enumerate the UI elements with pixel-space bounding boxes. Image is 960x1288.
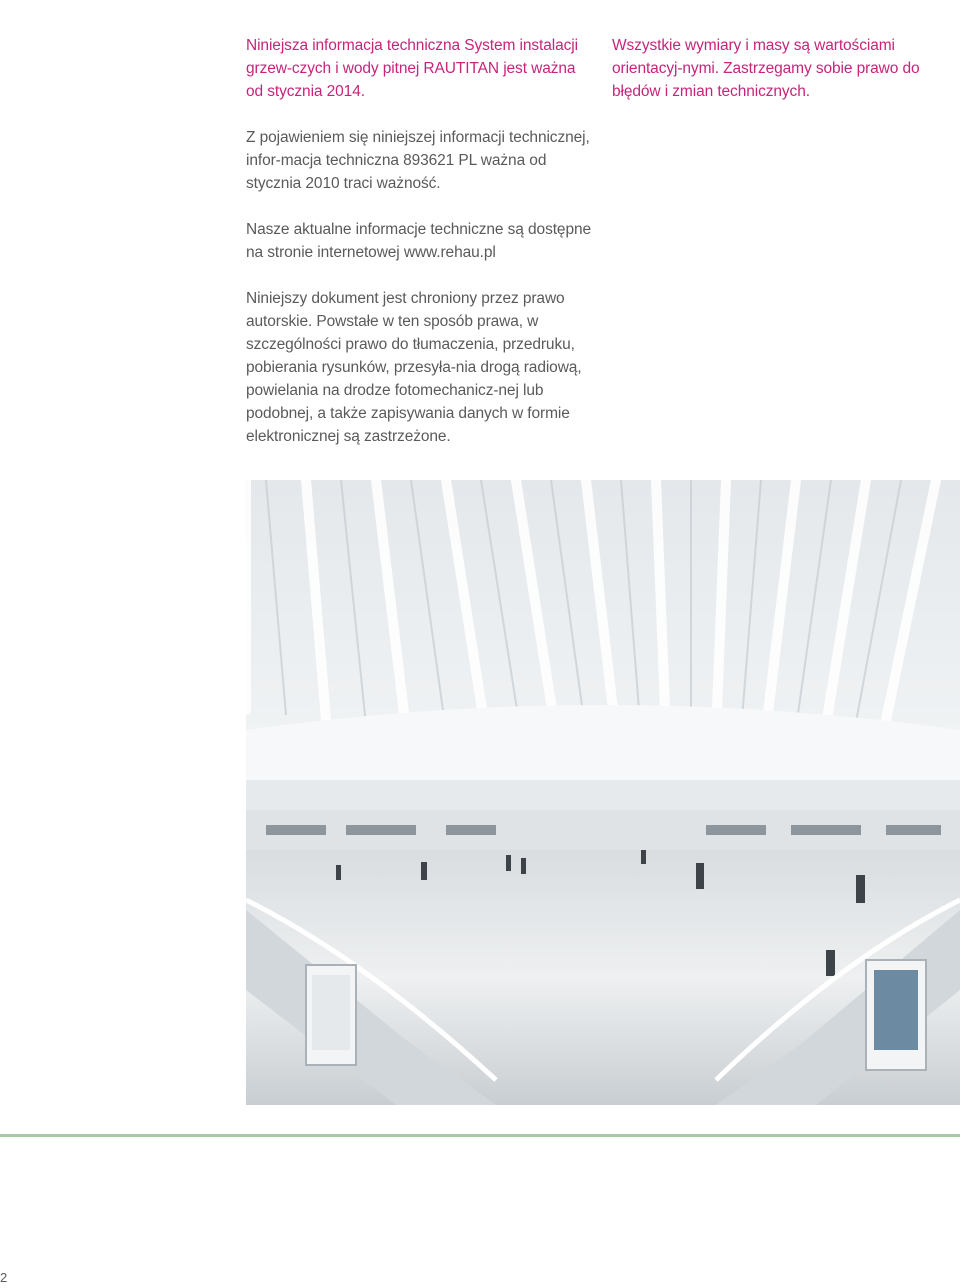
- supersede-paragraph: Z pojawieniem się niniejszej informacji technicznej, infor-macja techniczna 893621 PL ważna od stycznia 2010 traci ważność.: [246, 129, 590, 192]
- body-text: [246, 126, 598, 471]
- footer-divider: [0, 1134, 960, 1137]
- airport-hall-photo: [246, 480, 960, 1105]
- validity-note-text: Niniejsza informacja techniczna System instalacji grzew-czych i wody pitnej RAUTITAN jest ważna od stycznia 2014.: [246, 37, 578, 100]
- copyright-paragraph: Niniejszy dokument jest chroniony przez prawo autorskie. Powstałe w ten sposób prawa, w szczególności prawo do tłumaczenia, przedruku, pobierania rysunków, przesyła-nia drogą radiową, powielania na drodze fotomechanicz-nej lub podobnej, a także zapisywania danych w formie elektronicznej są zastrzeżone.: [246, 290, 582, 445]
- validity-note: [246, 34, 591, 103]
- disclaimer-note: [612, 34, 932, 103]
- disclaimer-note-text: Wszystkie wymiary i masy są wartościami orientacyj-nymi. Zastrzegamy sobie prawo do błędów i zmian technicznych.: [612, 37, 920, 100]
- page-number: 2: [0, 1270, 8, 1285]
- website-paragraph: Nasze aktualne informacje techniczne są dostępne na stronie internetowej www.rehau.pl: [246, 221, 592, 261]
